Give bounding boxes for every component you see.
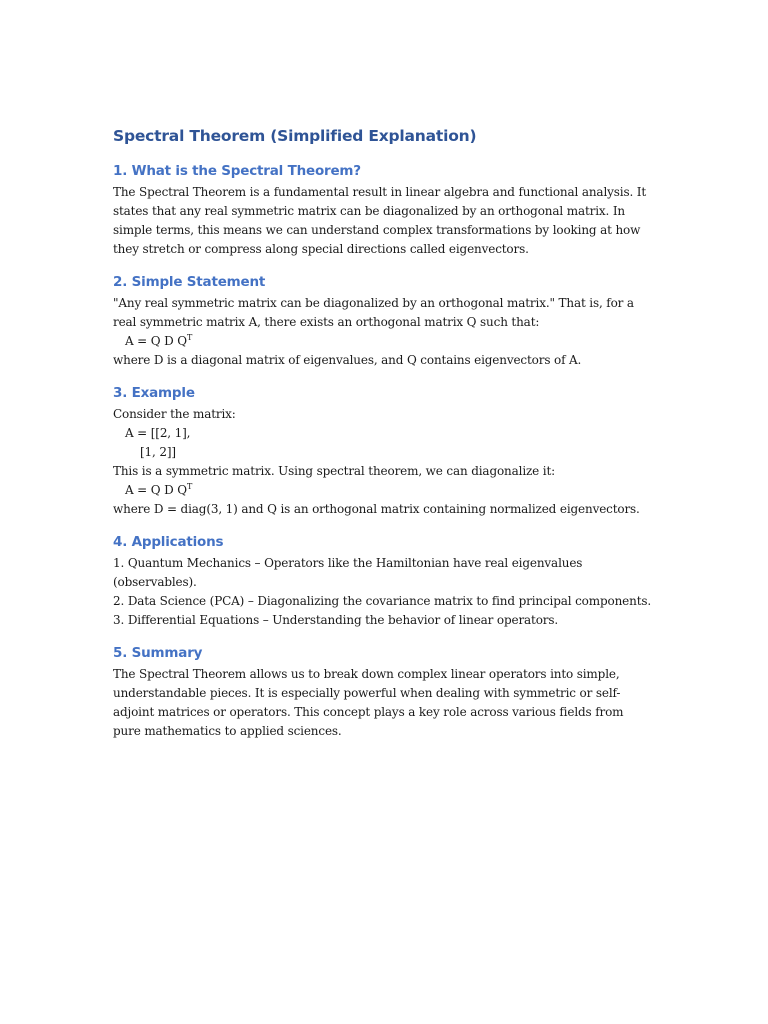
- section-summary: [113, 644, 653, 741]
- section-example: [113, 384, 653, 519]
- matrix-row-2: [1, 2]]: [140, 445, 176, 459]
- document-page: [113, 126, 653, 741]
- statement-text: "Any real symmetric matrix can be diagonalized by an orthogonal matrix." That is, for a real symmetric matrix A, there exists an orthogonal matrix Q such that:: [113, 296, 634, 329]
- formula: [113, 481, 653, 500]
- example-statement: This is a symmetric matrix. Using spectral theorem, we can diagonalize it:: [113, 464, 556, 478]
- formula-explanation: where D is a diagonal matrix of eigenvalues, and Q contains eigenvectors of A.: [113, 353, 582, 367]
- section-paragraph: The Spectral Theorem is a fundamental result in linear algebra and functional analysis. It states that any real symmetric matrix can be diagonalized by an orthogonal matrix. In simple terms, this means we can understand complex transformations by looking at how they stretch or compress along special directions called eigenvectors.: [113, 185, 647, 256]
- section-heading: 2. Simple Statement: [113, 274, 266, 290]
- section-heading: 5. Summary: [113, 645, 203, 661]
- section-heading: 3. Example: [113, 385, 195, 401]
- formula-base: A = Q D Q: [125, 334, 187, 348]
- application-item: 1. Quantum Mechanics – Operators like the Hamiltonian have real eigenvalues (observables).: [113, 556, 583, 589]
- example-intro: Consider the matrix:: [113, 407, 236, 421]
- application-item: 2. Data Science (PCA) – Diagonalizing the covariance matrix to find principal components.: [113, 594, 652, 608]
- section-paragraph: The Spectral Theorem allows us to break down complex linear operators into simple, understandable pieces. It is especially powerful when dealing with symmetric or self-adjoint matrices or operators. This concept plays a key role across various fields from pure mathematics to applied sciences.: [113, 667, 624, 738]
- document-title: Spectral Theorem (Simplified Explanation): [113, 127, 477, 145]
- formula-superscript: T: [186, 482, 193, 491]
- section-heading: 4. Applications: [113, 534, 224, 550]
- section-what-is: [113, 162, 653, 259]
- example-explanation: where D = diag(3, 1) and Q is an orthogonal matrix containing normalized eigenvectors.: [113, 502, 640, 516]
- section-heading: 1. What is the Spectral Theorem?: [113, 163, 361, 179]
- formula-superscript: T: [186, 333, 193, 342]
- formula-base: A = Q D Q: [125, 483, 187, 497]
- section-simple-statement: [113, 273, 653, 370]
- matrix-row-1: A = [[2, 1],: [125, 426, 191, 440]
- section-applications: [113, 533, 653, 630]
- formula: [113, 332, 653, 351]
- application-item: 3. Differential Equations – Understanding the behavior of linear operators.: [113, 613, 559, 627]
